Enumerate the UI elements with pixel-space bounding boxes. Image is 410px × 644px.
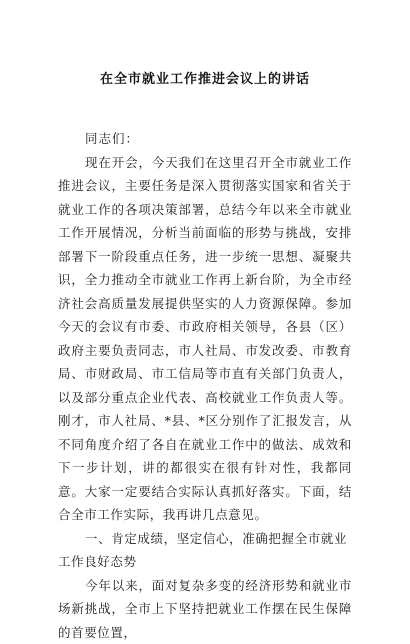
- body-paragraph-last: 今年以来，面对复杂多变的经济形势和就业市场新挑战，全市上下坚持把就业工作摆在民生保障的首要位置，: [58, 574, 352, 644]
- document-title: 在全市就业工作推进会议上的讲话: [58, 68, 352, 87]
- salutation: 同志们：: [85, 127, 352, 151]
- section-heading: 一、肯定成绩，坚定信心，准确把握全市就业工作良好态势: [58, 527, 352, 574]
- body-paragraph: 现在开会，今天我们在这里召开全市就业工作推进会议，主要任务是深入贯彻落实国家和省关于就业工作的各项决策部署，总结今年以来全市就业工作开展情况，分析当前面临的形势与挑战，安排部署下一阶段重点任务，进一步统一思想、凝聚共识，全力推动全市就业工作再上新台阶，为全市经济社会高质量发展提供坚实的人力资源保障。参加今天的会议有市委、市政府相关领导，各县（区）政府主要负责同志，市人社局、市发改委、市教育局、市财政局、市工信局等市直有关部门负责人，以及部分重点企业代表、高校就业工作负责人等。刚才，市人社局、*县、*区分别作了汇报发言，从不同角度介绍了各自在就业工作中的做法、成效和下一步计划，讲的都很实在很有针对性，我都同意。大家一定要结合实际认真抓好落实。下面，结合全市工作实际，我再讲几点意见。: [58, 151, 352, 527]
